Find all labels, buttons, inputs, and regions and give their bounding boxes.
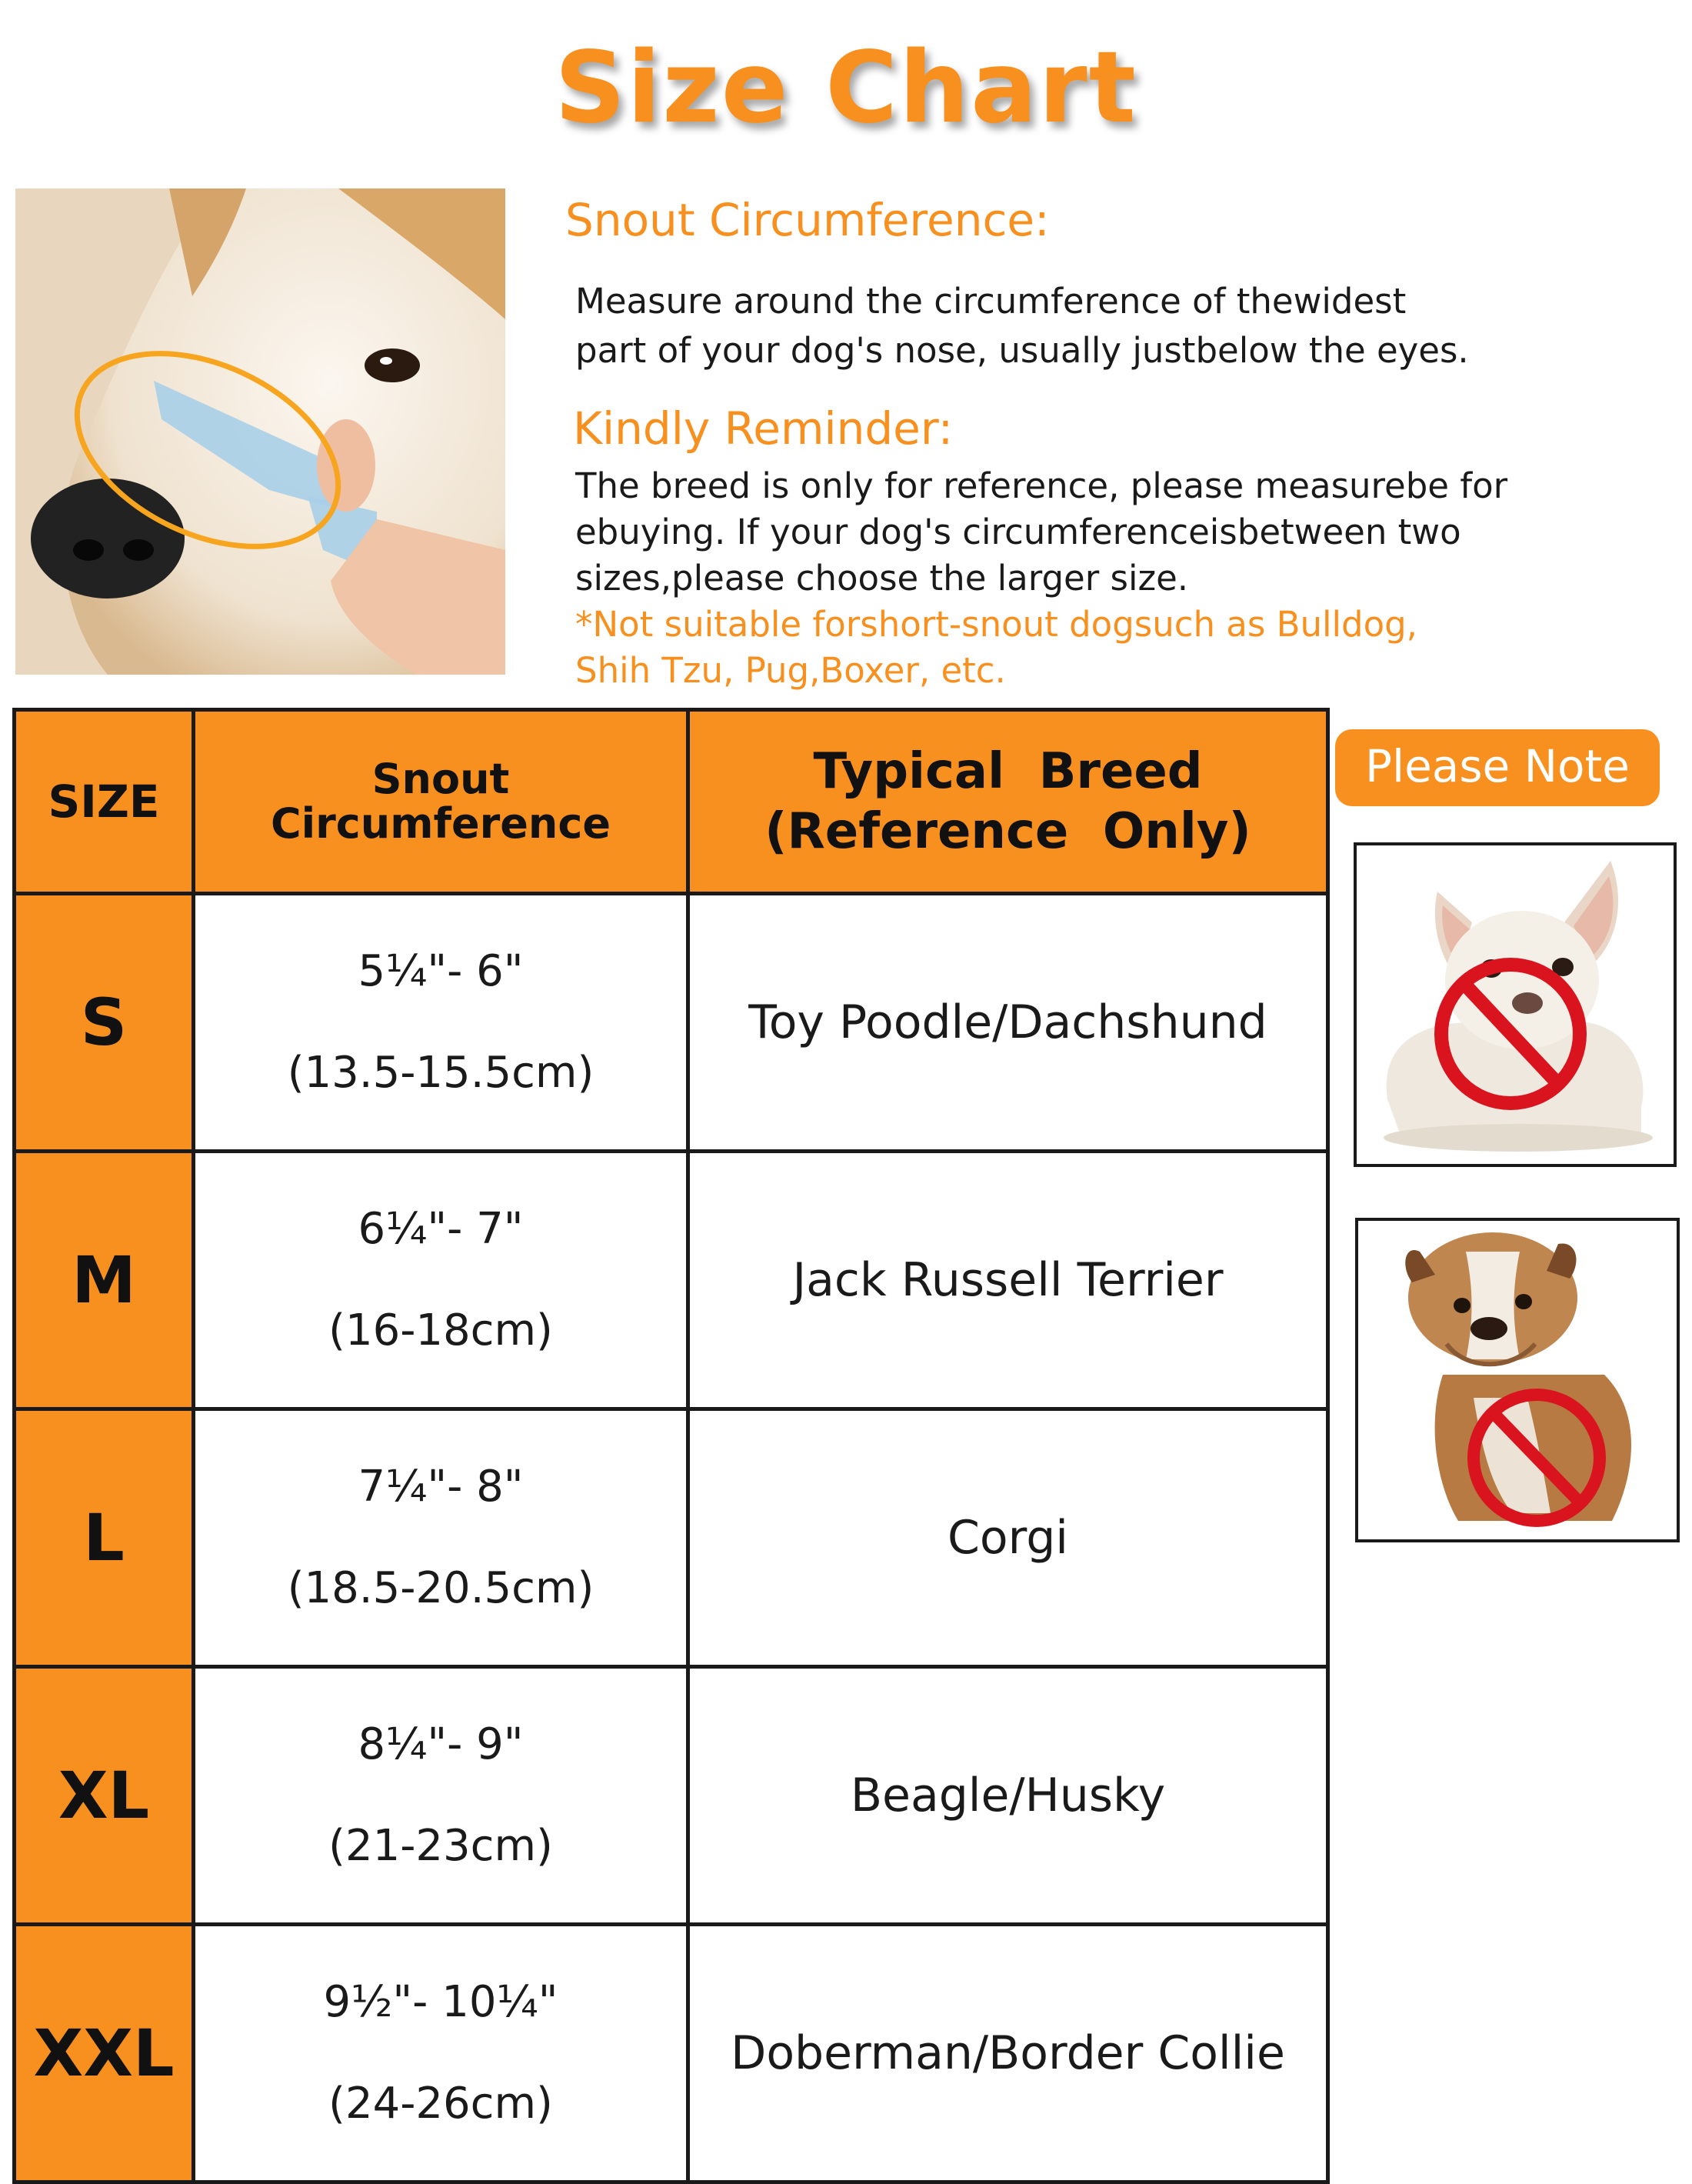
snout-inch: 7¼"- 8" <box>358 1462 524 1512</box>
table-row <box>15 894 1328 1152</box>
table-header-row <box>15 710 1328 894</box>
snout-inch: 8¼"- 9" <box>358 1719 524 1769</box>
snout-value <box>194 1667 688 1925</box>
table-row <box>15 1152 1328 1409</box>
breed-value: Toy Poodle/Dachshund <box>688 894 1328 1152</box>
snout-line-2: part of your dog's nose, usually justbelow the eyes. <box>575 330 1469 371</box>
size-label: XL <box>15 1667 194 1925</box>
table-row <box>15 1409 1328 1667</box>
snout-value <box>194 1925 688 2182</box>
breed-value: Jack Russell Terrier <box>688 1152 1328 1409</box>
snout-inch: 6¼"- 7" <box>358 1204 524 1254</box>
header-size: SIZE <box>15 710 194 894</box>
snout-cm: (21-23cm) <box>328 1821 553 1871</box>
warning-line-2: Shih Tzu, Pug,Boxer, etc. <box>575 650 1006 691</box>
please-note-badge: Please Note <box>1335 729 1660 806</box>
snout-cm: (16-18cm) <box>328 1305 553 1355</box>
snout-value <box>194 1152 688 1409</box>
size-table <box>12 708 1330 2184</box>
reminder-line-1: The breed is only for reference, please measurebe for <box>575 465 1508 506</box>
reminder-line-2: ebuying. If your dog's circumferenceisbetween two <box>575 512 1461 552</box>
header-snout <box>194 710 688 894</box>
snout-heading: Snout Circumference: <box>565 194 1050 246</box>
size-label: M <box>15 1152 194 1409</box>
size-label: L <box>15 1409 194 1667</box>
size-label: S <box>15 894 194 1152</box>
page-title: Size Chart <box>555 31 1137 145</box>
snout-line-1: Measure around the circumference of thewidest <box>575 281 1407 322</box>
snout-inch: 5¼"- 6" <box>358 946 524 996</box>
header-breed <box>688 710 1328 894</box>
bulldog-photo <box>1355 1218 1680 1542</box>
chihuahua-photo <box>1354 842 1677 1167</box>
snout-value <box>194 1409 688 1667</box>
reminder-heading: Kindly Reminder: <box>573 402 954 455</box>
dog-snout-measure-photo <box>15 188 505 675</box>
breed-value: Beagle/Husky <box>688 1667 1328 1925</box>
header-snout-line2: Circumference <box>271 799 611 848</box>
header-snout-line1: Snout <box>371 755 510 803</box>
snout-value <box>194 894 688 1152</box>
header-breed-line2: (Reference Only) <box>764 803 1251 860</box>
snout-cm: (18.5-20.5cm) <box>287 1563 595 1613</box>
size-label: XXL <box>15 1925 194 2182</box>
reminder-line-3: sizes,please choose the larger size. <box>575 558 1189 599</box>
header-breed-line1: Typical Breed <box>813 743 1203 800</box>
table-row <box>15 1667 1328 1925</box>
table-row <box>15 1925 1328 2182</box>
snout-cm: (13.5-15.5cm) <box>287 1048 595 1098</box>
warning-line-1: *Not suitable forshort-snout dogsuch as Bulldog, <box>575 604 1417 645</box>
breed-value: Corgi <box>688 1409 1328 1667</box>
breed-value: Doberman/Border Collie <box>688 1925 1328 2182</box>
snout-cm: (24-26cm) <box>328 2079 553 2129</box>
snout-inch: 9½"- 10¼" <box>323 1977 558 2027</box>
